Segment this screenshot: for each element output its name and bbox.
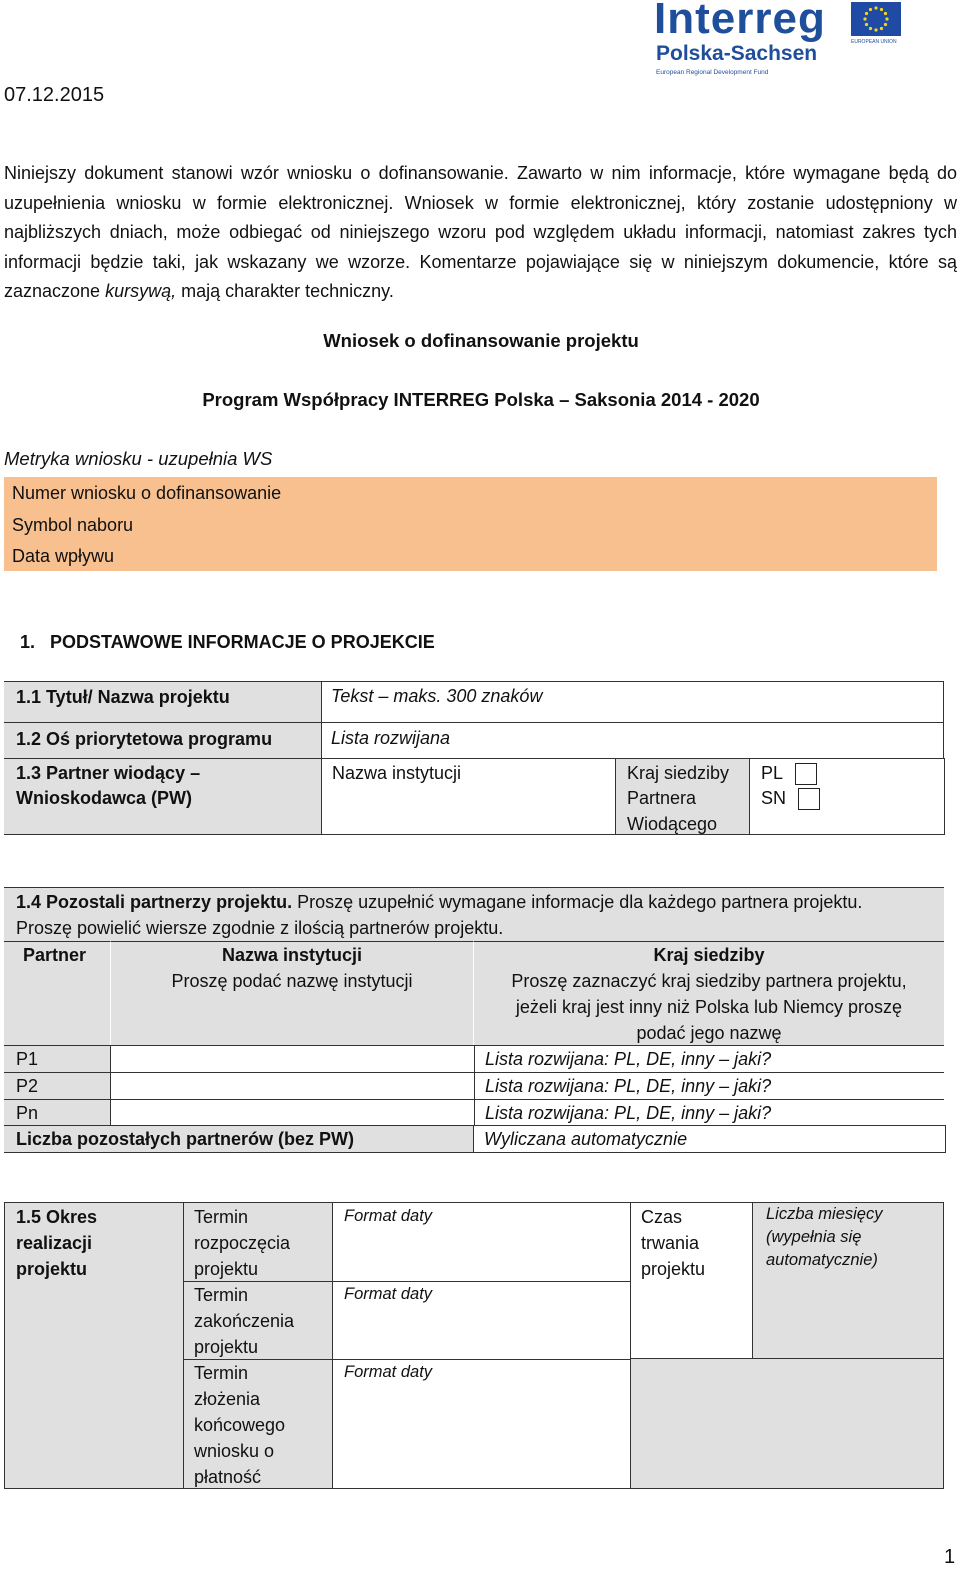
s15-duration-area (631, 1203, 943, 1488)
option-pl[interactable] (761, 760, 817, 786)
s15-end-1: Termin (194, 1285, 249, 1305)
row-pn-label: Pn (16, 1103, 39, 1123)
s15-label-2: realizacji (16, 1233, 93, 1253)
r13-options-cell (749, 758, 945, 835)
table-row (4, 1045, 944, 1073)
row-pn-nazwa[interactable] (110, 1100, 475, 1126)
r13-kraj-3: Wiodącego (627, 814, 718, 834)
metryka-row-number: Numer wniosku o dofinansowanie (12, 483, 282, 503)
s15-end-2: zakończenia (194, 1311, 295, 1331)
s15-final-5: płatność (194, 1467, 262, 1487)
row-p1-nazwa[interactable] (110, 1046, 475, 1073)
s15-end-date[interactable]: Format daty (344, 1285, 433, 1303)
s14-count-value: Wyliczana automatycznie (484, 1129, 688, 1149)
checkbox-pl[interactable] (795, 763, 817, 785)
r13-label-2: Wnioskodawca (PW) (16, 788, 193, 808)
document-date: 07.12.2015 (4, 84, 105, 106)
logo-sub-text: Polska-Sachsen (656, 42, 818, 65)
metryka-row-symbol: Symbol naboru (12, 515, 134, 535)
s14-col-kraj-sub-2: jeżeli kraj jest inny niż Polska lub Niemcy proszę (515, 997, 903, 1017)
s15-czas-2: trwania (641, 1233, 700, 1253)
s14-col-partner-label: Partner (23, 945, 87, 965)
r12-label-cell (4, 722, 321, 759)
s15-start-3: projektu (194, 1259, 259, 1279)
s15-final-4: wniosku o (194, 1441, 275, 1461)
s15-start-2: rozpoczęcia (194, 1233, 291, 1253)
s15-label-3: projektu (16, 1259, 88, 1279)
row-p2-label: P2 (16, 1076, 39, 1096)
eu-flag-icon (851, 2, 901, 45)
s14-header-cell (4, 887, 944, 942)
s15-months-3: automatycznie) (766, 1251, 878, 1269)
s14-col-partner (4, 941, 110, 1046)
option-pl-label: PL (761, 763, 784, 783)
r11-label: 1.1 Tytuł/ Nazwa projektu (16, 687, 230, 707)
r13-kraj-2: Partnera (627, 788, 697, 808)
s14-title-2: Proszę powielić wiersze zgodnie z ilością partnerów projektu. (16, 918, 504, 938)
main-title: Wniosek o dofinansowanie projektu (323, 330, 639, 351)
r13-name: Nazwa instytucji (332, 763, 462, 783)
r11-value-cell[interactable] (321, 681, 944, 722)
intro-paragraph (4, 159, 957, 307)
s15-start-date[interactable]: Format daty (344, 1207, 433, 1225)
r13-kraj-cell (616, 758, 749, 835)
s15-label-1: 1.5 Okres (16, 1207, 98, 1227)
r12-value-cell[interactable] (321, 722, 944, 758)
row-p1-label: P1 (16, 1049, 39, 1069)
program-title: Program Współpracy INTERREG Polska – Saksonia 2014 - 2020 (202, 389, 760, 410)
section1-heading: 1. PODSTAWOWE INFORMACJE O PROJEKCIE (20, 632, 435, 652)
logo-fund-text: European Regional Development Fund (656, 69, 769, 76)
s15-label-cell (5, 1203, 183, 1488)
s15-months-cell (753, 1203, 943, 1359)
r13-label-cell (4, 758, 321, 835)
s14-title-rest: Proszę uzupełnić wymagane informacje dla każdego partnera projektu. (292, 892, 863, 912)
r11-label-cell (4, 681, 321, 723)
s15-end-3: projektu (194, 1337, 259, 1357)
s14-title: 1.4 Pozostali partnerzy projektu. (16, 892, 293, 912)
intro-italic: kursywą, (105, 281, 177, 301)
s15-czas-cell (631, 1203, 753, 1359)
s14-count-label-cell (4, 1125, 473, 1153)
r12-value: Lista rozwijana (331, 728, 451, 748)
metryka-row-date: Data wpływu (12, 546, 115, 566)
page-number: 1 (944, 1546, 956, 1568)
s15-dates-cell (333, 1203, 631, 1488)
s15-final-3: końcowego (194, 1415, 286, 1435)
table-row (4, 1072, 944, 1100)
r13-label-1: 1.3 Partner wiodący – (16, 763, 201, 783)
s15-months-1: Liczba miesięcy (766, 1205, 883, 1223)
s15-final-date[interactable]: Format daty (344, 1363, 433, 1381)
s15-final-1: Termin (194, 1363, 249, 1383)
metryka-box (4, 477, 937, 571)
r12-label: 1.2 Oś priorytetowa programu (16, 729, 273, 749)
s15-czas-1: Czas (641, 1207, 683, 1227)
option-sn[interactable] (761, 785, 820, 811)
r13-kraj-1: Kraj siedziby (627, 763, 730, 783)
s14-col-nazwa (110, 941, 473, 1045)
s14-col-kraj-sub-1: Proszę zaznaczyć kraj siedziby partnera projektu, (511, 971, 907, 991)
s15-czas-3: projektu (641, 1259, 706, 1279)
s15-terms-cell (183, 1203, 333, 1488)
s14-col-kraj-label: Kraj siedziby (653, 945, 765, 965)
s15-final-2: złożenia (194, 1389, 261, 1409)
checkbox-sn[interactable] (798, 788, 820, 810)
interreg-logo (654, 0, 904, 82)
s14-col-kraj-sub-3: podać jego nazwę (636, 1023, 782, 1043)
row-p2-nazwa[interactable] (110, 1073, 475, 1100)
s14-col-nazwa-label: Nazwa instytucji (221, 945, 363, 965)
s14-col-nazwa-sub: Proszę podać nazwę instytucji (171, 971, 413, 991)
table-row (4, 1099, 944, 1126)
row-pn-kraj[interactable]: Lista rozwijana: PL, DE, inny – jaki? (485, 1103, 772, 1123)
r11-value: Tekst – maks. 300 znaków (331, 686, 543, 706)
eu-label: EUROPEAN UNION (851, 39, 897, 45)
s15-start-1: Termin (194, 1207, 249, 1227)
row-p2-kraj[interactable]: Lista rozwijana: PL, DE, inny – jaki? (485, 1076, 772, 1096)
r13-name-cell[interactable] (321, 758, 616, 835)
s15-months-2: (wypełnia się (766, 1228, 862, 1246)
s14-count-label: Liczba pozostałych partnerów (bez PW) (16, 1129, 355, 1149)
option-sn-label: SN (761, 788, 787, 808)
metryka-label: Metryka wniosku - uzupełnia WS (4, 448, 273, 469)
intro-text-2: mają charakter techniczny. (176, 281, 394, 301)
s14-count-value-cell (473, 1125, 946, 1153)
intro-text-1: Niniejszy dokument stanowi wzór wniosku o dofinansowanie. Zawarto w nim informacje, które wymagane będą do uzupełnienia wniosku w formie elektronicznej. Wniosek w formie elektronicznej, który zostanie udostępniony w najbliższych dniach, może odbiegać od niniejszego wzoru pod względem układu informacji, natomiast zakres tych informacji będzie taki, jak wskazany we wzorze. Komentarze pojawiające się w niniejszym dokumencie, które są zaznaczone (4, 163, 957, 301)
row-p1-kraj[interactable]: Lista rozwijana: PL, DE, inny – jaki? (485, 1049, 772, 1069)
s14-col-kraj (473, 941, 944, 1045)
logo-main-text: Interreg (654, 0, 826, 43)
